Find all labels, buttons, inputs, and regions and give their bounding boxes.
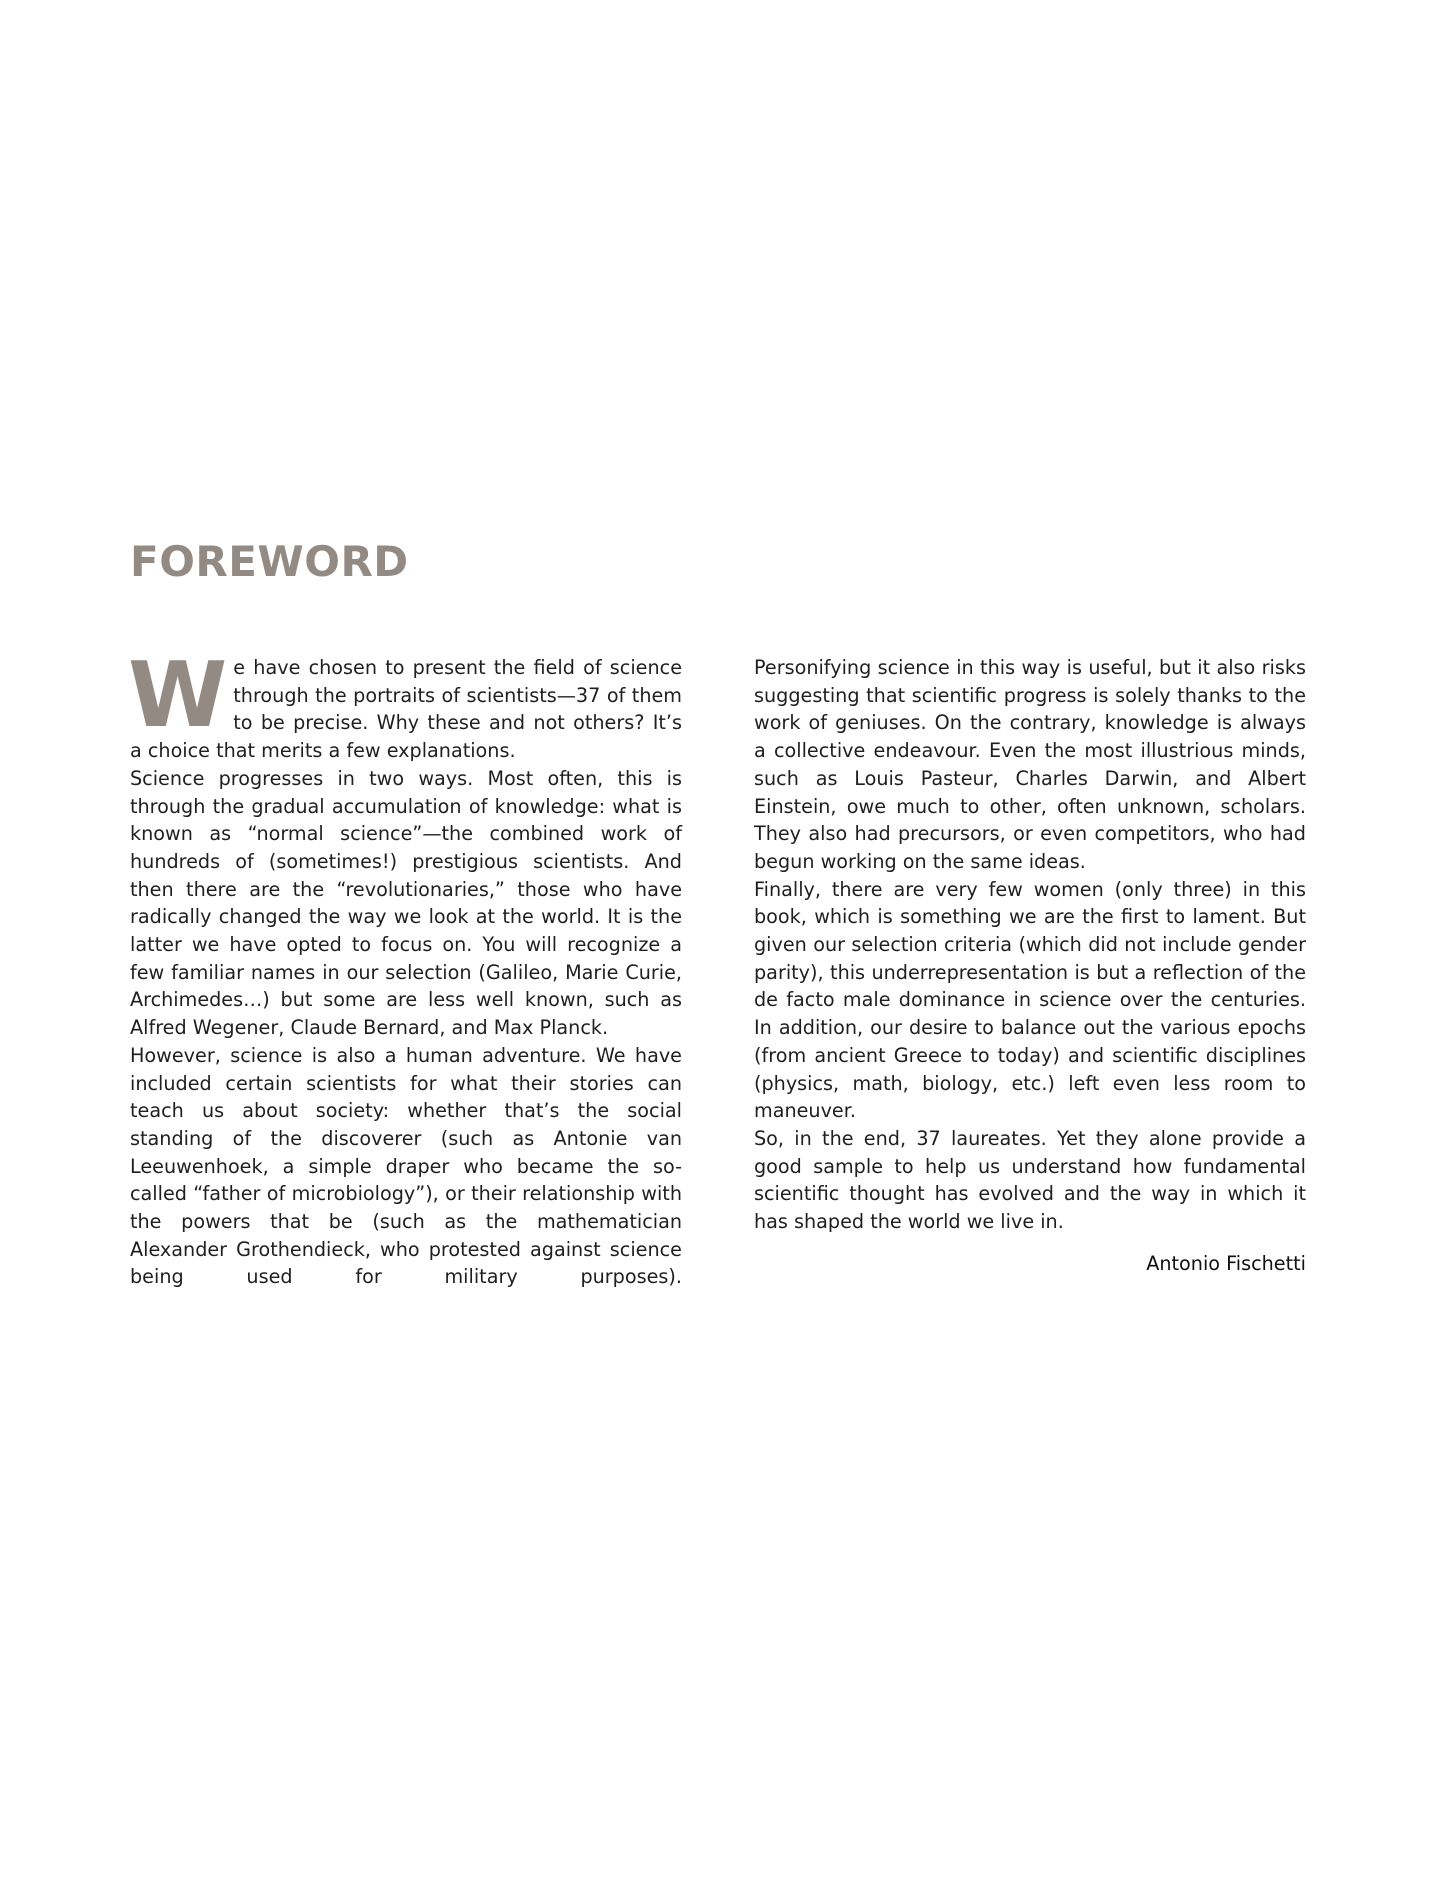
dropcap-letter: W (128, 643, 228, 748)
paragraph-intro (128, 643, 682, 765)
paragraph-conclusion: So, in the end, 37 laureates. Yet they alone provide a good sample to help us understand how fundamental scientific thought has evolved and the way in which it has shaped the world we live in. (754, 1126, 1306, 1234)
left-column (128, 643, 682, 1291)
paragraph-personifying: Personifying science in this way is useful, but it also risks suggesting that scientific progress is solely thanks to the work of geniuses. On the contrary, knowledge is always a collective endeavour. Even the most illustrious minds, such as Louis Pasteur, Charles Darwin, and Albert Einstein, owe much to other, often unknown, scholars. They also had precursors, or even competitors, who had begun working on the same ideas. (754, 656, 1306, 873)
right-column (754, 654, 1306, 1277)
paragraph-science-progresses: Science progresses in two ways. Most often, this is through the gradual accumulation of knowledge: what is known as “normal science”—the combined work of hundreds of (sometimes!) prestigious scientists. And then there are the “revolutionaries,” those who have radically changed the way we look at the world. It is the latter we have opted to focus on. You will recognize a few familiar names in our selection (Galileo, Marie Curie, Archimedes…) but some are less well known, such as Alfred Wegener, Claude Bernard, and Max Planck. (130, 766, 682, 1040)
paragraph-intro-text: e have chosen to present the field of science through the portraits of scientists—37 of them to be precise. Why these and not others? It’s a choice that merits a few explanations. (130, 656, 682, 763)
paragraph-human-adventure: However, science is also a human adventure. We have included certain scientists for what their stories can teach us about society: whether that’s the social standing of the discoverer (such as Antonie van Leeuwenhoek, a simple draper who became the so-called “father of microbiology”), or their relationship with the powers that be (such as the mathematician Alexander Grothendieck, who protested against science being used for military purposes). (130, 1043, 682, 1289)
page-title: FOREWORD (130, 537, 409, 586)
paragraph-women: Finally, there are very few women (only three) in this book, which is something we are the first to lament. But given our selection criteria (which did not include gender parity), this underrepresentation is but a reflection of the de facto male dominance in science over the centuries. In addition, our desire to balance out the various epochs (from ancient Greece to today) and scientific disciplines (physics, math, biology, etc.) left even less room to maneuver. (754, 877, 1306, 1123)
author-signature: Antonio Fischetti (1146, 1251, 1306, 1275)
